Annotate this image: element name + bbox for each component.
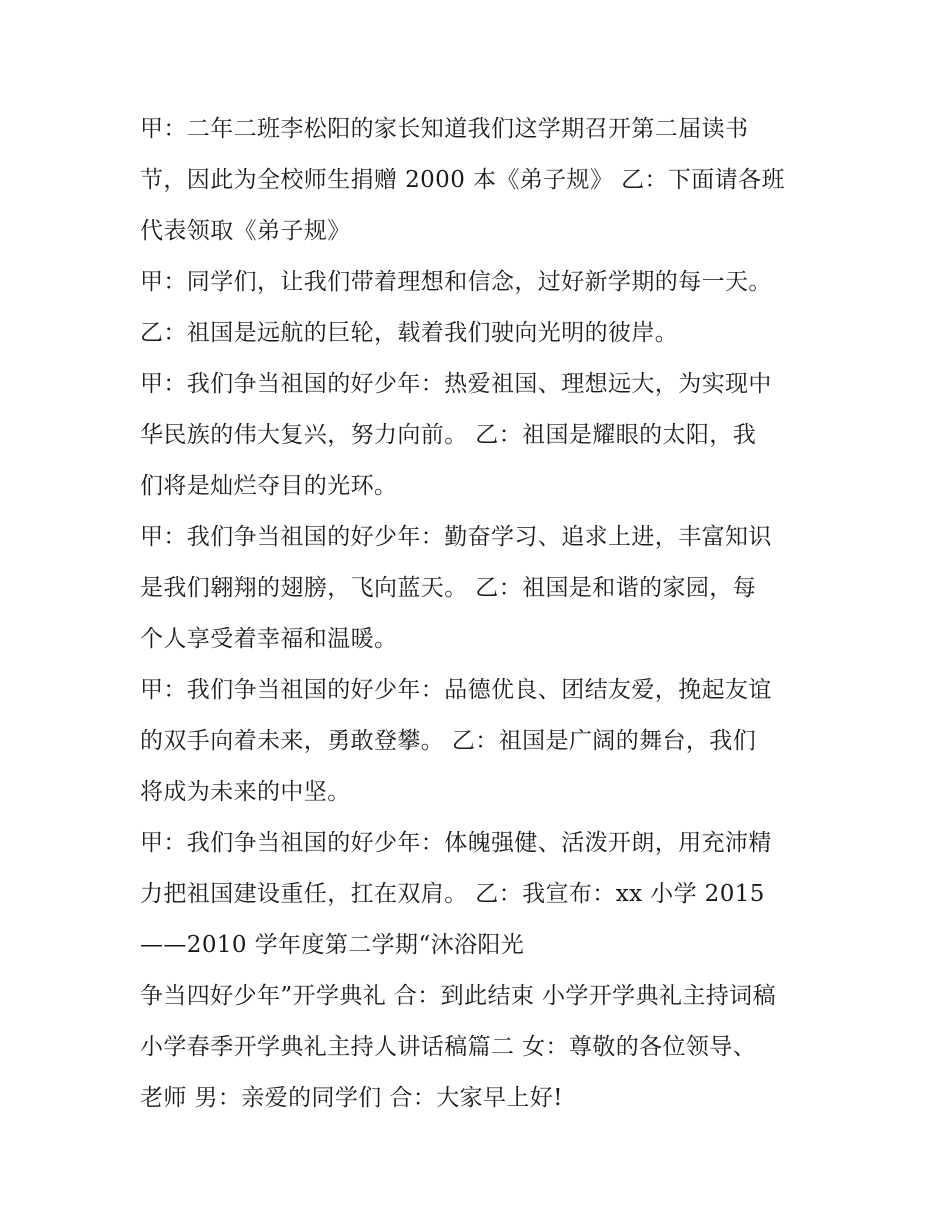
- text-line: 华民族的伟大复兴，努力向前。 乙：祖国是耀眼的太阳，我: [140, 422, 757, 448]
- text-line: 争当四好少年”开学典礼 合：到此结束 小学开学典礼主持词稿: [140, 983, 776, 1009]
- text-line: 个人享受着幸福和温暖。: [140, 626, 398, 652]
- text-line: 将成为未来的中坚。: [140, 779, 351, 805]
- text-line: 甲：我们争当祖国的好少年：品德优良、团结友爱，挽起友谊: [140, 677, 772, 703]
- text-line: 节，因此为全校师生捐赠 2000 本《弟子规》 乙：下面请各班: [140, 167, 785, 193]
- text-line: 力把祖国建设重任，扛在双肩。 乙：我宣布：xx 小学 2015: [140, 881, 765, 907]
- text-line: 老师 男：亲爱的同学们 合：大家早上好!: [140, 1085, 563, 1111]
- text-line: 的双手向着未来，勇敢登攀。 乙：祖国是广阔的舞台，我们: [140, 728, 757, 754]
- text-line: 甲：我们争当祖国的好少年：热爱祖国、理想远大，为实现中: [140, 371, 772, 397]
- text-line: 乙：祖国是远航的巨轮，载着我们驶向光明的彼岸。: [140, 320, 679, 346]
- text-line: 小学春季开学典礼主持人讲话稿篇二 女：尊敬的各位领导、: [140, 1034, 757, 1060]
- text-line: 甲：我们争当祖国的好少年：勤奋学习、追求上进，丰富知识: [140, 524, 772, 550]
- text-line: 甲：二年二班李松阳的家长知道我们这学期召开第二届读书: [140, 116, 749, 142]
- text-line: 代表领取《弟子规》: [140, 218, 351, 244]
- text-line: 甲：我们争当祖国的好少年：体魄强健、活泼开朗，用充沛精: [140, 830, 772, 856]
- text-line: ——2010 学年度第二学期“沐浴阳光: [140, 932, 525, 958]
- document-body: [140, 104, 820, 1124]
- text-line: 们将是灿烂夺目的光环。: [140, 473, 398, 499]
- text-line: 甲：同学们，让我们带着理想和信念，过好新学期的每一天。: [140, 269, 772, 295]
- text-line: 是我们翱翔的翅膀，飞向蓝天。 乙：祖国是和谐的家园，每: [140, 575, 757, 601]
